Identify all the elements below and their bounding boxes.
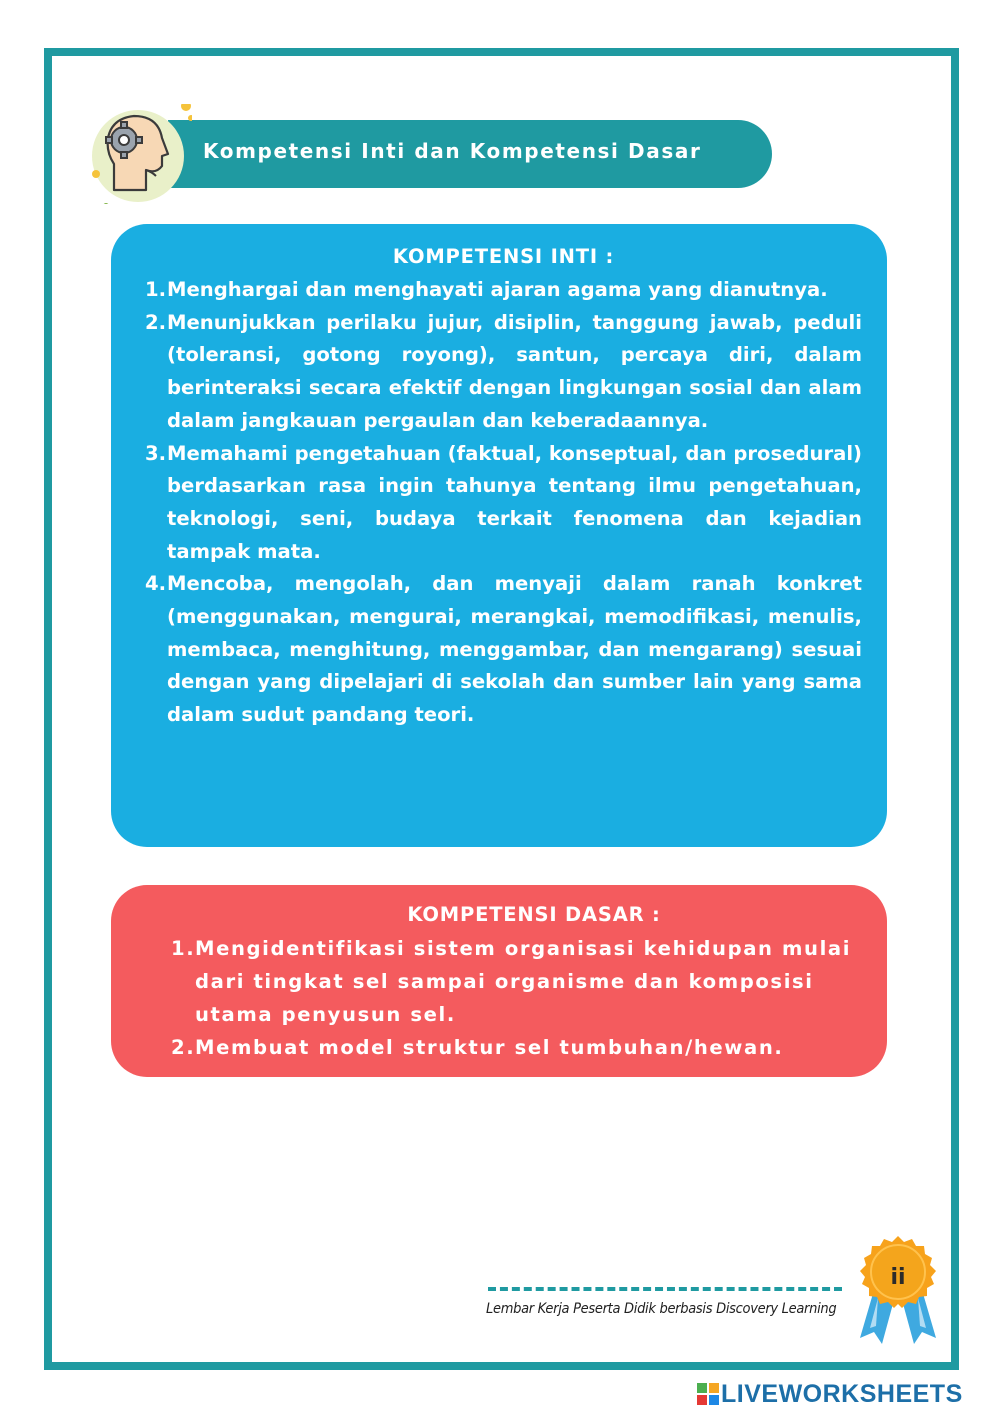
list-item-number: 1. bbox=[171, 937, 196, 960]
kompetensi-dasar-heading: KOMPETENSI DASAR : bbox=[407, 903, 661, 926]
kompetensi-dasar-card bbox=[111, 885, 887, 1077]
list-item-number: 1. bbox=[145, 278, 167, 301]
page-number: ii bbox=[890, 1265, 906, 1290]
list-item-number: 3. bbox=[145, 441, 167, 465]
kompetensi-inti-card bbox=[111, 224, 887, 847]
list-item bbox=[145, 438, 862, 569]
liveworksheets-watermark bbox=[697, 1380, 963, 1408]
list-item-text: Memahami pengetahuan (faktual, konseptual, dan prosedural) berdasarkan rasa ingin tahunya tentang ilmu pengetahuan, teknologi, seni, budaya terkait fenomena dan kejadian tampak mata. bbox=[167, 441, 862, 563]
head-gear-icon bbox=[92, 104, 192, 204]
footer-text: Lembar Kerja Peserta Didik berbasis Discovery Learning bbox=[486, 1301, 837, 1317]
liveworksheets-logo-icon bbox=[697, 1383, 719, 1405]
list-item-number: 2. bbox=[171, 1036, 196, 1059]
list-item-text: Menunjukkan perilaku jujur, disiplin, tanggung jawab, peduli (toleransi, gotong royong), santun, percaya diri, dalam berinteraksi secara efektif dengan lingkungan sosial dan alam dalam jangkauan pergaulan dan keberadaannya. bbox=[167, 310, 862, 432]
list-item-number: 4. bbox=[145, 572, 167, 596]
list-item bbox=[171, 1031, 857, 1064]
list-item bbox=[145, 274, 862, 307]
footer-divider bbox=[488, 1287, 842, 1291]
list-item bbox=[171, 932, 857, 1031]
list-item-text: Mencoba, mengolah, dan menyaji dalam ranah konkret (menggunakan, mengurai, merangkai, memodifikasi, menulis, membaca, menghitung, menggambar, dan mengarang) sesuai dengan yang dipelajari di sekolah dan sumber lain yang sama dalam sudut pandang teori. bbox=[167, 572, 862, 727]
list-item bbox=[145, 307, 862, 438]
list-item bbox=[145, 568, 862, 732]
medal-badge-icon bbox=[852, 1234, 944, 1346]
list-item-text: Menghargai dan menghayati ajaran agama yang dianutnya. bbox=[167, 278, 828, 301]
kompetensi-inti-heading: KOMPETENSI INTI : bbox=[392, 245, 615, 268]
list-item-text: Mengidentifikasi sistem organisasi kehidupan mulai dari tingkat sel sampai organisme dan komposisi utama penyusun sel. bbox=[195, 937, 852, 1026]
kompetensi-inti-list bbox=[145, 274, 862, 732]
list-item-text: Membuat model struktur sel tumbuhan/hewan. bbox=[195, 1036, 784, 1059]
header-title: Kompetensi Inti dan Kompetensi Dasar bbox=[203, 139, 702, 163]
list-item-number: 2. bbox=[145, 310, 167, 334]
kompetensi-dasar-list bbox=[171, 932, 857, 1064]
watermark-text: LIVEWORKSHEETS bbox=[721, 1379, 963, 1408]
